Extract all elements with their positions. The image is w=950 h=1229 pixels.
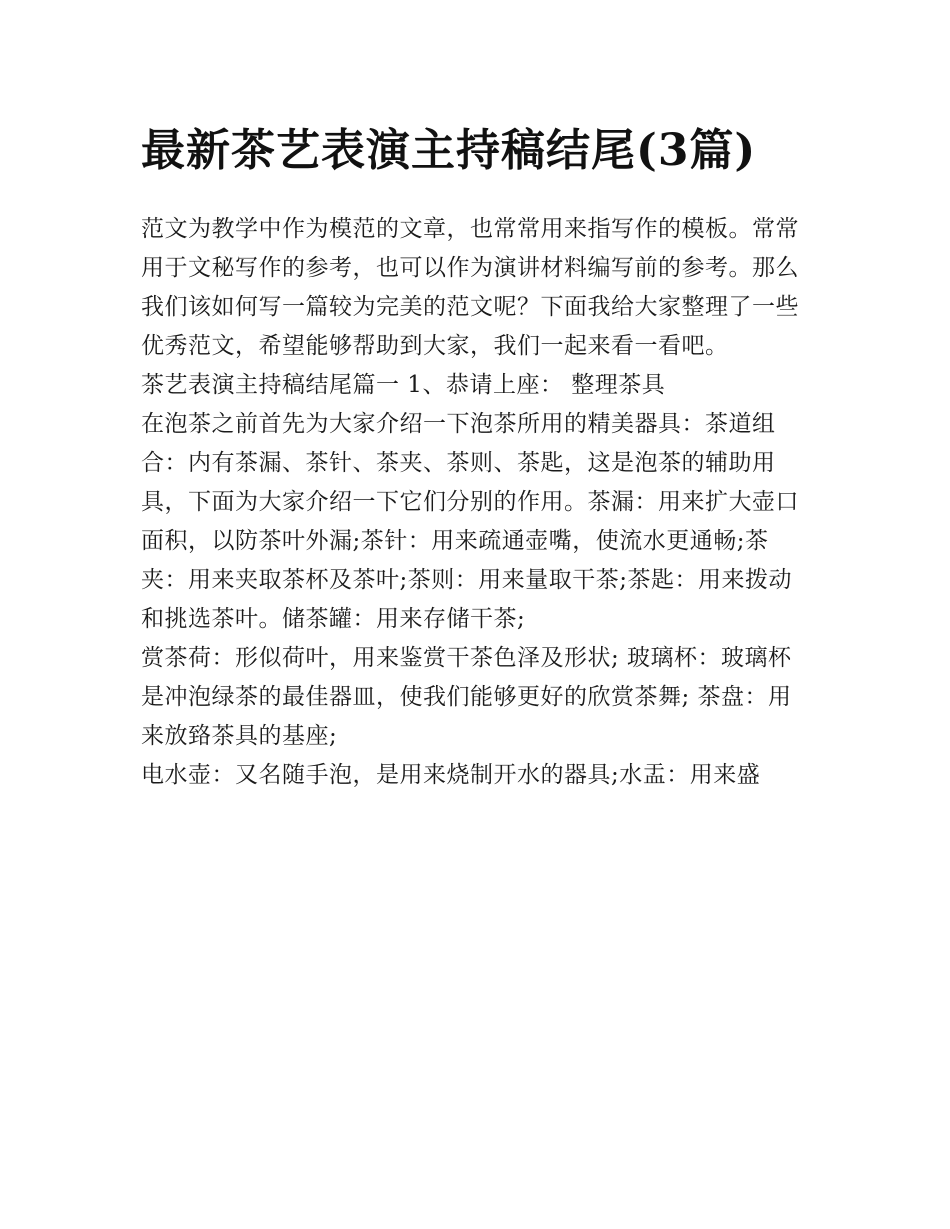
kettle-paragraph: 电水壶：又名随手泡，是用来烧制开水的器具;水盂：用来盛 [141, 762, 761, 788]
section-heading: 茶艺表演主持稿结尾篇一 1、恭请上座： 整理茶具 [141, 372, 666, 398]
tea-vessels-paragraph: 赏茶荷：形似荷叶，用来鉴赏干茶色泽及形状; 玻璃杯：玻璃杯是冲泡绿茶的最佳器皿，使我们能够更好的欣赏茶舞; 茶盘：用来放臵茶具的基座; [141, 645, 792, 749]
document-content [141, 112, 813, 795]
intro-paragraph: 范文为教学中作为模范的文章，也常常用来指写作的模板。常常用于文秘写作的参考，也可以作为演讲材料编写前的参考。那么我们该如何写一篇较为完美的范文呢？下面我给大家整理了一些优秀范文，希望能够帮助到大家，我们一起来看一看吧。 [141, 216, 799, 359]
document-title: 最新茶艺表演主持稿结尾(3篇) [141, 125, 757, 176]
document-body [141, 210, 813, 795]
tea-tools-paragraph: 在泡茶之前首先为大家介绍一下泡茶所用的精美器具：茶道组合：内有茶漏、茶针、茶夹、茶则、茶匙，这是泡茶的辅助用具，下面为大家介绍一下它们分别的作用。茶漏：用来扩大壶口面积，以防茶叶外漏;茶针：用来疏通壶嘴，使流水更通畅;茶夹：用来夹取茶杯及茶叶;茶则：用来量取干茶;茶匙：用来拨动和挑选茶叶。储茶罐：用来存储干茶; [141, 411, 799, 632]
